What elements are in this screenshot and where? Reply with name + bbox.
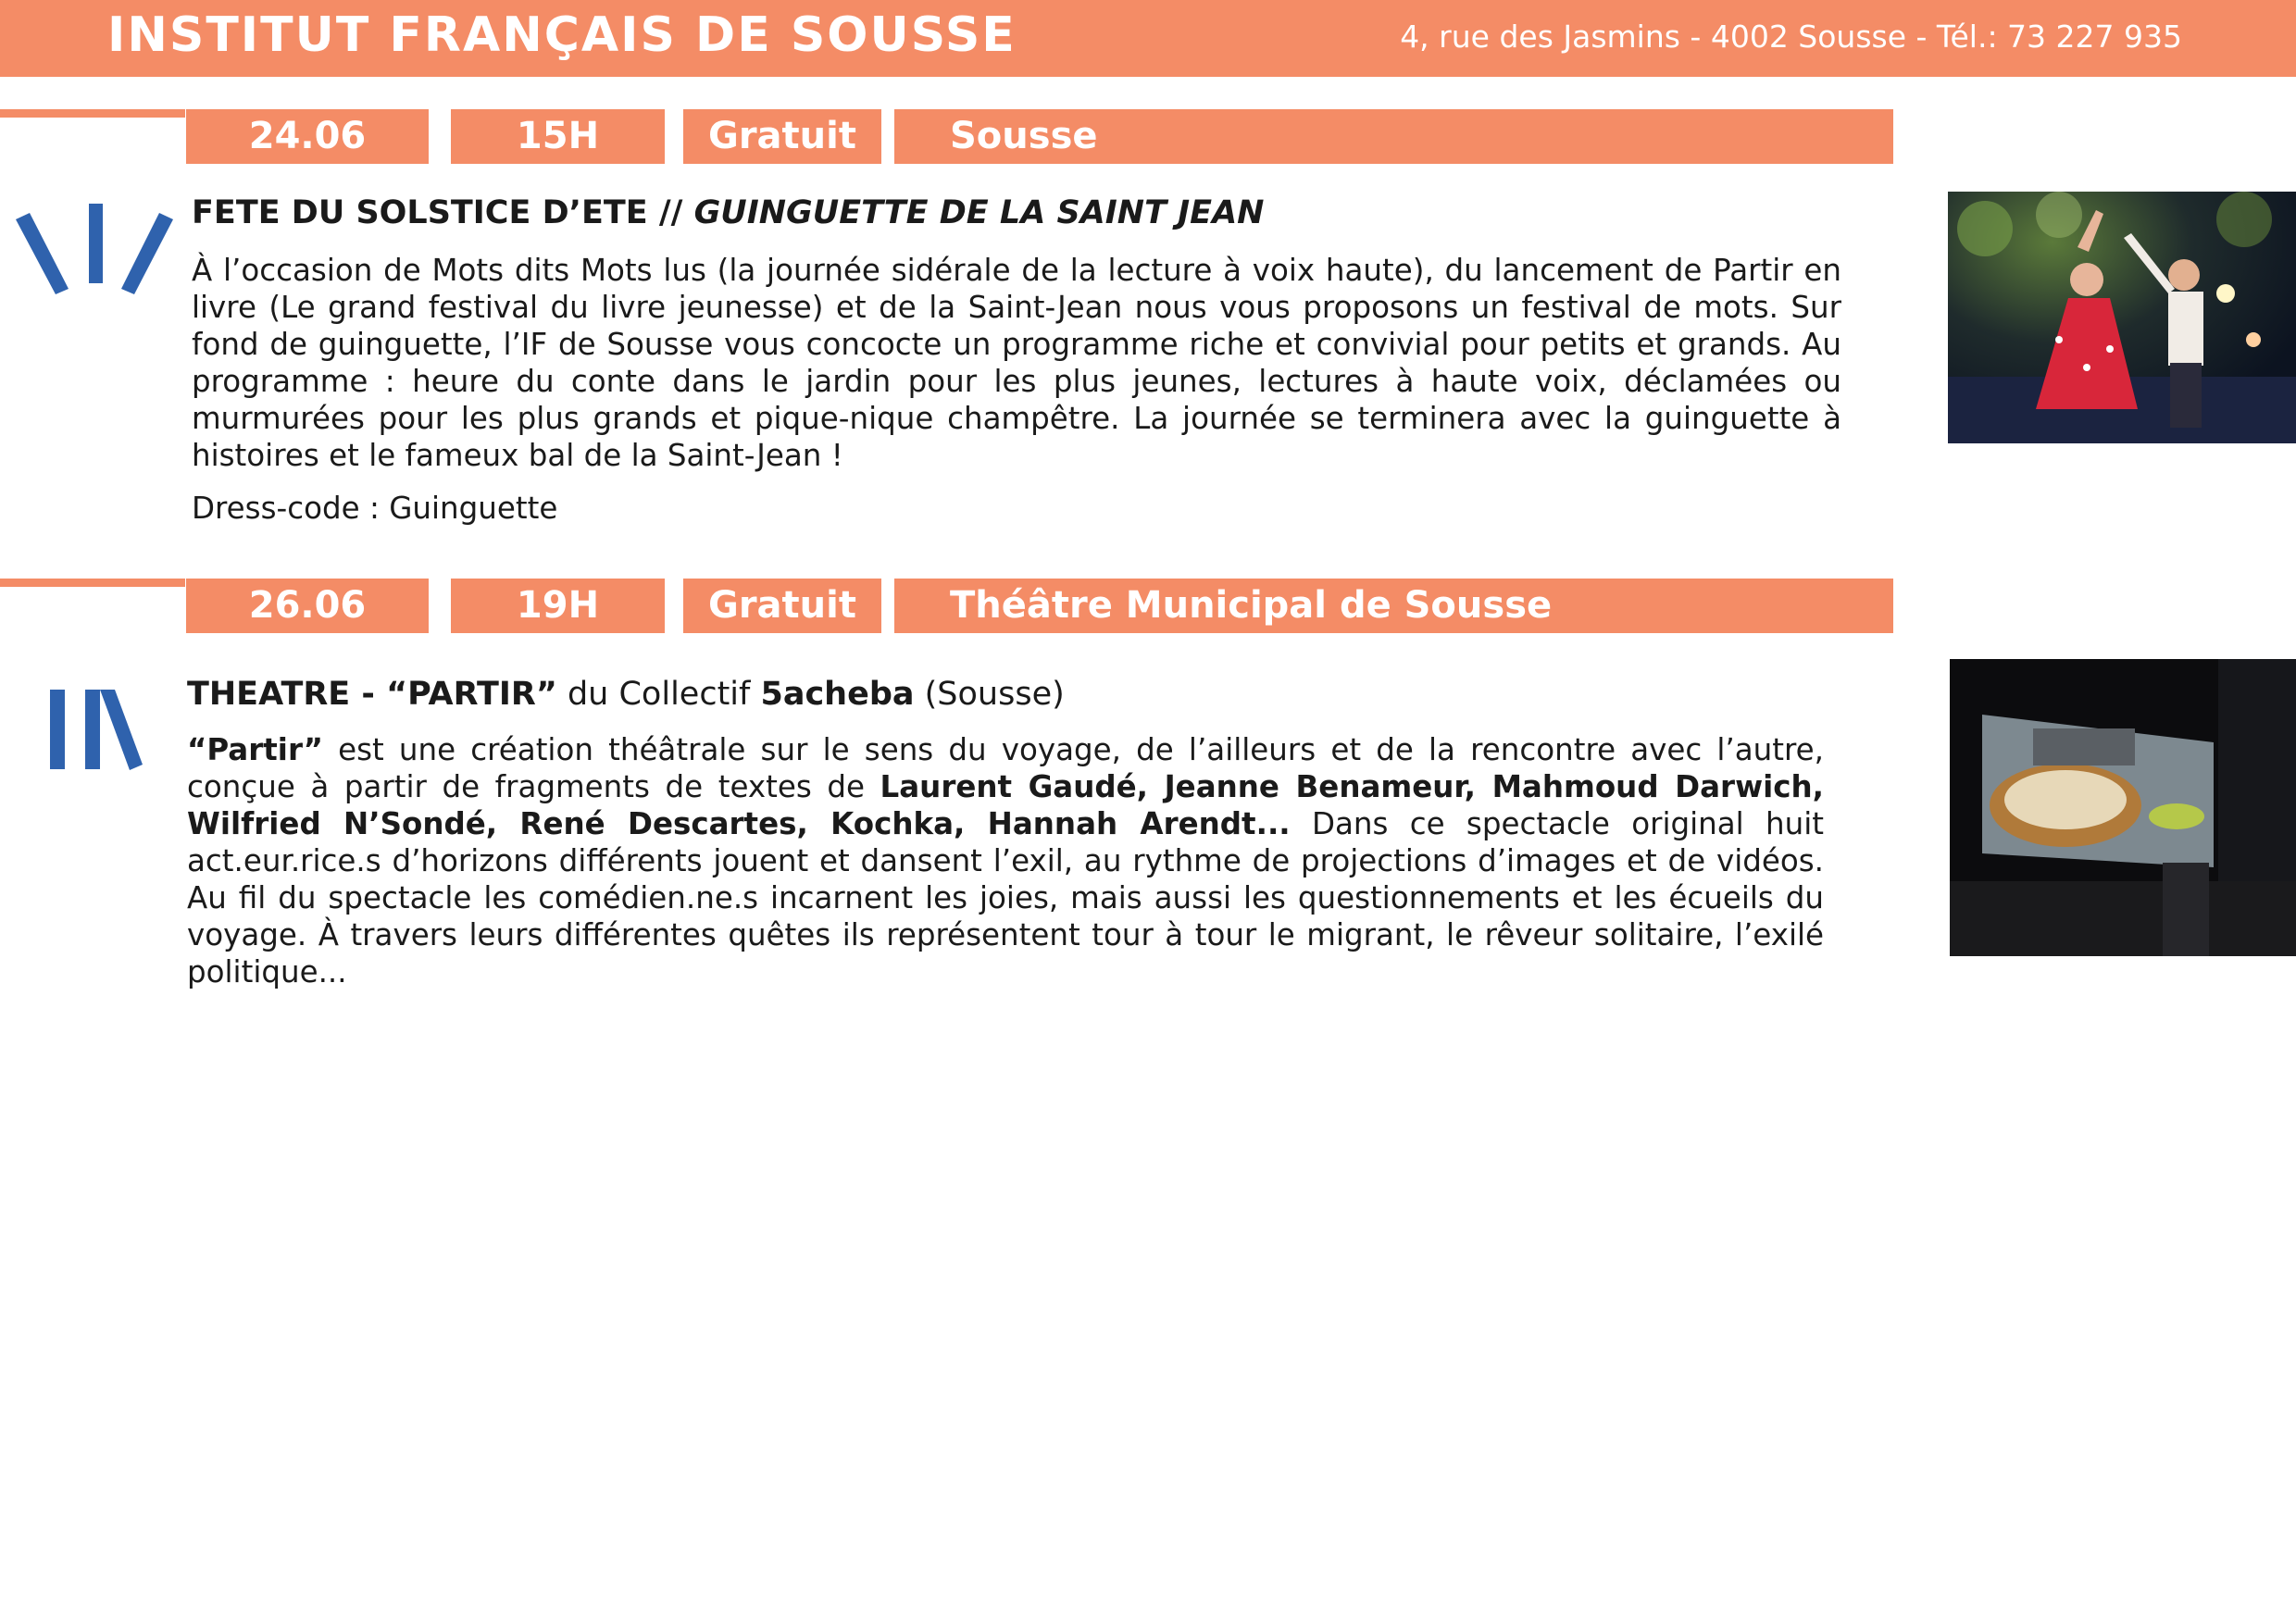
dress-code: Dress-code : Guinguette (192, 491, 558, 526)
event-date: 24.06 (186, 109, 429, 164)
institute-address: 4, rue des Jasmins - 4002 Sousse - Tél.: 73 227 935 (1400, 19, 2182, 55)
event-price: Gratuit (683, 109, 881, 164)
accent-strip (0, 109, 185, 118)
event-venue: Sousse (894, 109, 1893, 164)
theatre-bars-icon (48, 687, 150, 772)
event-title: FETE DU SOLSTICE D’ETE // GUINGUETTE DE LA SAINT JEAN (192, 194, 1265, 231)
event-description: À l’occasion de Mots dits Mots lus (la journée sidérale de la lecture à voix haute), du lancement de Partir en livre (Le grand festival du livre jeunesse) et de la Saint-Jean nous vous proposons un festival de mots. Sur fond de guinguette, l’IF de Sousse vous concocte un programme riche et convivial pour petits et grands. Au programme : heure du conte dans le jardin pour les plus jeunes, lectures à haute voix, déclamées ou murmurées pour les plus grands et pique-nique champêtre. La journée se terminera avec la guinguette à histoires et le fameux bal de la Saint-Jean ! (192, 253, 1841, 473)
event-time: 19H (451, 579, 665, 633)
institute-title: INSTITUT FRANÇAIS DE SOUSSE (107, 7, 1017, 63)
accent-strip (0, 579, 185, 587)
event-venue: Théâtre Municipal de Sousse (894, 579, 1893, 633)
event-title: THEATRE - “PARTIR” du Collectif 5acheba (Sousse) (187, 676, 1065, 713)
dancing-couple-photo (1948, 192, 2296, 443)
sun-rays-icon (11, 196, 178, 298)
projection-stage-photo (1950, 659, 2296, 956)
event-date: 26.06 (186, 579, 429, 633)
header-bar (0, 0, 2296, 77)
event-time: 15H (451, 109, 665, 164)
event-description: “Partir” est une création théâtrale sur le sens du voyage, de l’ailleurs et de la rencontre avec l’autre, conçue à partir de fragments de textes de Laurent Gaudé, Jeanne Benameur, Mahmoud Darwich, Wilfried N’Sondé, René Descartes, Kochka, Hannah Arendt... Dans ce spectacle original huit act.eur.rice.s d’horizons différents jouent et dansent l’exil, au rythme de projections d’images et de vidéos. Au fil du spectacle les comédien.ne.s incarnent les joies, mais aussi les questionnements et les écueils du voyage. À travers leurs différentes quêtes ils représentent tour à tour le migrant, le rêveur solitaire, l’exilé politique... (187, 732, 1824, 989)
event-price: Gratuit (683, 579, 881, 633)
